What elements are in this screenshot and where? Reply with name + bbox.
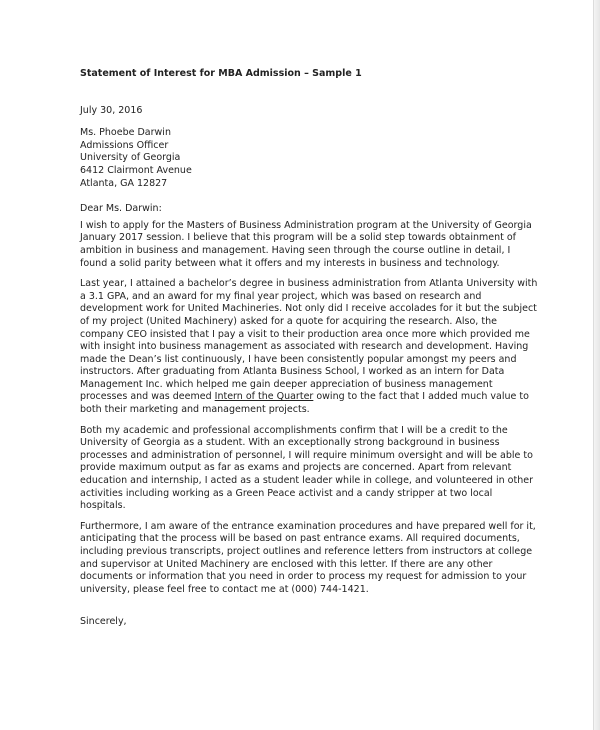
intern-of-quarter-link[interactable]: Intern of the Quarter bbox=[214, 391, 314, 403]
recipient-street: 6412 Clairmont Avenue bbox=[80, 164, 192, 176]
letter-document bbox=[80, 68, 540, 629]
paragraph-2 bbox=[80, 278, 540, 417]
recipient-organization: University of Georgia bbox=[80, 152, 181, 164]
recipient-address bbox=[80, 127, 540, 190]
recipient-name: Ms. Phoebe Darwin bbox=[80, 127, 171, 139]
closing: Sincerely, bbox=[80, 616, 127, 628]
paragraph-2-text-end: owing to the fact that I added much value to both their marketing and management projects. bbox=[80, 391, 529, 416]
paragraph-3: Both my academic and professional accomplishments confirm that I will be a credit to the University of Georgia as a student. With an exceptionally strong background in business processes and administration of personnel, I will require minimum oversight and will be able to provide maximum output as far as exams and projects are concerned. Apart from relevant education and internship, I acted as a student leader while in college, and volunteered in other activities including working as a Green Peace activist and a candy stripper at two local hospitals. bbox=[80, 424, 533, 512]
letter-date: July 30, 2016 bbox=[80, 104, 143, 116]
paragraph-1: I wish to apply for the Masters of Business Administration program at the University of Georgia January 2017 session. I believe that this program will be a solid step towards obtainment of ambition in business and management. Having seen through the course outline in detail, I found a solid parity between what it offers and my interests in business and technology. bbox=[80, 219, 532, 269]
salutation: Dear Ms. Darwin: bbox=[80, 203, 162, 215]
paragraph-2-text-start: Last year, I attained a bachelor’s degree in business administration from Atlanta University with a 3.1 GPA, and an award for my final year project, which was based on research and development work for United Machineries. Not only did I receive accolades for it but the subject of my project (United Machinery) asked for a quote for acquiring the research. Also, the company CEO insisted that I pay a visit to their production area once more which provided me with insight into business management as associated with research and development. Having made the Dean’s list continuously, I have been consistently popular amongst my peers and instructors. After graduating from Atlanta Business School, I worked as an intern for Data Management Inc. which helped me gain deeper appreciation of business management processes and was deemed bbox=[80, 278, 538, 403]
recipient-city: Atlanta, GA 12827 bbox=[80, 177, 168, 189]
recipient-position: Admissions Officer bbox=[80, 139, 169, 151]
document-title: Statement of Interest for MBA Admission – Sample 1 bbox=[80, 68, 362, 79]
paragraph-4: Furthermore, I am aware of the entrance examination procedures and have prepared well for it, anticipating that the process will be based on past entrance exams. All required documents, including previous transcripts, project outlines and reference letters from instructors at college and supervisor at United Machinery are enclosed with this letter. If there are any other documents or information that you need in order to process my request for admission to your university, please feel free to contact me at (000) 744-1421. bbox=[80, 520, 536, 595]
page-edge bbox=[593, 0, 600, 730]
